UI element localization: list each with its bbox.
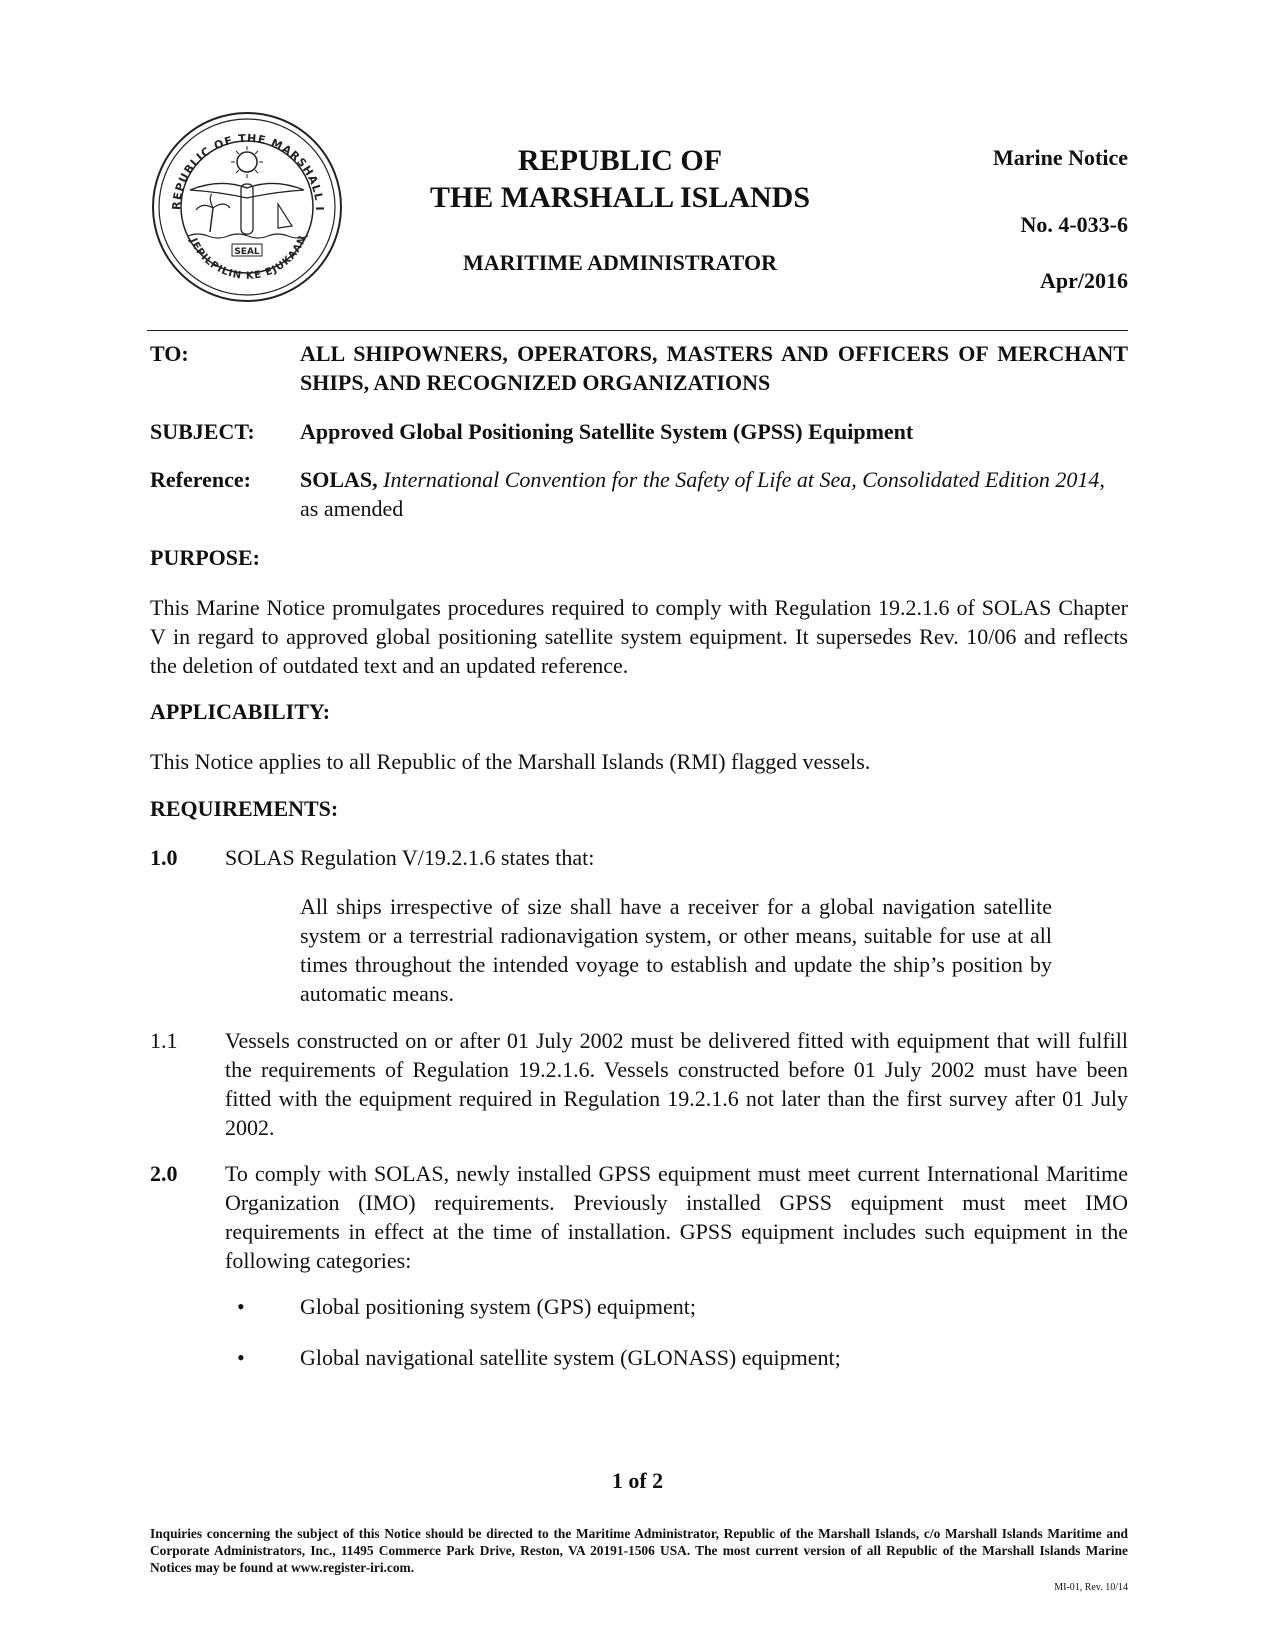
applicability-text: This Notice applies to all Republic of the Marshall Islands (RMI) flagged vessels.	[150, 749, 871, 774]
to-label: TO:	[150, 341, 189, 366]
reference-rest: , as amended	[300, 467, 1105, 521]
notice-number: No. 4-033-6	[1020, 212, 1128, 237]
purpose-text: This Marine Notice promulgates procedures required to comply with Regulation 19.2.1.6 of SOLAS Chapter V in regard to approved global positioning satellite system equipment. It supersedes Rev. 10/06 and reflects the deletion of outdated text and an updated reference.	[150, 595, 1128, 678]
bullet-item-gps: Global positioning system (GPS) equipment;	[300, 1294, 696, 1319]
page-number: 1 of 2	[611, 1468, 664, 1493]
bullet-dot: •	[237, 1345, 245, 1370]
notice-type: Marine Notice	[993, 145, 1128, 170]
seal-ring-bottom-text: JEPILPILIN KE EJUKAAN	[187, 233, 310, 282]
reference-bold: SOLAS,	[300, 467, 378, 492]
item-2-0-number: 2.0	[150, 1161, 178, 1186]
bullet-dot: •	[237, 1294, 245, 1319]
reference-value	[300, 465, 1128, 523]
reference-label: Reference:	[150, 467, 251, 492]
regulation-quote: All ships irrespective of size shall have a receiver for a global navigation satellite system or a terrestrial radionavigation system, or other means, suitable for use at all times throughout the intended voyage to establish and update the ship’s position by automatic means.	[300, 894, 1052, 1006]
subject-label: SUBJECT:	[150, 419, 255, 444]
title-line-1: REPUBLIC OF	[517, 144, 723, 177]
notice-date: Apr/2016	[1040, 268, 1128, 293]
bullet-item-glonass: Global navigational satellite system (GLONASS) equipment;	[300, 1345, 841, 1370]
subtitle: MARITIME ADMINISTRATOR	[463, 250, 777, 275]
subject-value: Approved Global Positioning Satellite System (GPSS) Equipment	[300, 419, 914, 444]
item-1-0-number: 1.0	[150, 845, 178, 870]
form-code: MI-01, Rev. 10/14	[1054, 1582, 1128, 1593]
seal-ring-top-text: REPUBLIC OF THE MARSHALL I	[169, 131, 327, 212]
header-divider	[147, 330, 1128, 331]
item-1-0-text: SOLAS Regulation V/19.2.1.6 states that:	[225, 845, 595, 870]
title-line-2: THE MARSHALL ISLANDS	[429, 181, 811, 214]
reference-italic: International Convention for the Safety of Life at Sea, Consolidated Edition 2014	[383, 467, 1100, 492]
requirements-heading: REQUIREMENTS:	[150, 796, 339, 821]
marshall-islands-seal	[150, 110, 345, 305]
item-1-1-number: 1.1	[150, 1028, 178, 1053]
item-1-1-text: Vessels constructed on or after 01 July 2002 must be delivered fitted with equipment that will fulfill the requirements of Regulation 19.2.1.6. Vessels constructed before 01 July 2002 must have been fitted with the equipment required in Regulation 19.2.1.6 not later than the first survey after 01 July 2002.	[225, 1028, 1128, 1140]
seal-center-label: SEAL	[234, 247, 260, 257]
item-2-0-text: To comply with SOLAS, newly installed GPSS equipment must meet current International Maritime Organization (IMO) requirements. Previously installed GPSS equipment must meet IMO requirements in effect at the time of installation. GPSS equipment includes such equipment in the following categories:	[225, 1161, 1128, 1273]
purpose-heading: PURPOSE:	[150, 545, 260, 570]
to-value: ALL SHIPOWNERS, OPERATORS, MASTERS AND OFFICERS OF MERCHANT SHIPS, AND RECOGNIZED ORGANIZATIONS	[300, 341, 1128, 395]
footer-inquiries: Inquiries concerning the subject of this Notice should be directed to the Maritime Administrator, Republic of the Marshall Islands, c/o Marshall Islands Maritime and Corporate Administrators, Inc., 11495 Commerce Park Drive, Reston, VA 20191-1506 USA. The most current version of all Republic of the Marshall Islands Marine Notices may be found at www.register-iri.com.	[150, 1526, 1128, 1575]
applicability-heading: APPLICABILITY:	[150, 699, 331, 724]
svg-text:JEPILPILIN KE EJUKAAN	[187, 234, 309, 282]
